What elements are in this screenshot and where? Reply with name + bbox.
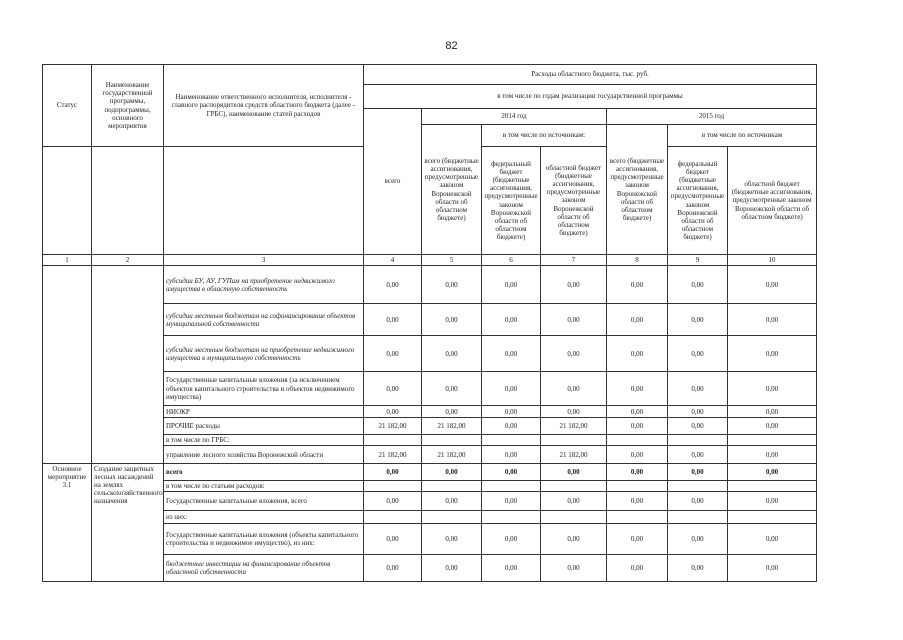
table-row bbox=[43, 464, 817, 481]
header-2014-sources: в том числе по источникам: bbox=[482, 125, 607, 147]
value-cell: 0,00 bbox=[422, 492, 482, 511]
expense-item-label: из них: bbox=[164, 511, 364, 524]
expense-item-label: субсидии местным бюджетам на приобретение недвижимого имущества в муниципальную собственность bbox=[164, 336, 364, 372]
column-number: 8 bbox=[607, 255, 668, 266]
value-cell: 0,00 bbox=[728, 446, 817, 464]
value-cell: 0,00 bbox=[364, 492, 422, 511]
value-cell bbox=[364, 511, 422, 524]
value-cell: 0,00 bbox=[422, 304, 482, 336]
header-2014-regional: областной бюджет (бюджетные ассигнования, предусмотренные законом Воронежской области об областном бюджете) bbox=[541, 147, 607, 255]
value-cell: 0,00 bbox=[668, 266, 728, 304]
status-cell bbox=[43, 446, 92, 464]
value-cell: 0,00 bbox=[422, 464, 482, 481]
value-cell: 0,00 bbox=[482, 418, 541, 435]
value-cell: 0,00 bbox=[422, 372, 482, 406]
value-cell: 0,00 bbox=[364, 406, 422, 418]
expense-item-label: субсидии БУ, АУ, ГУПам на приобретение недвижимого имущества в областную собственность bbox=[164, 266, 364, 304]
value-cell: 0,00 bbox=[364, 372, 422, 406]
value-cell: 0,00 bbox=[668, 446, 728, 464]
value-cell: 0,00 bbox=[364, 304, 422, 336]
expense-item-label: НИОКР bbox=[164, 406, 364, 418]
header-by-years: в том числе по годам реализации государственной программы bbox=[364, 85, 817, 109]
value-cell: 0,00 bbox=[541, 524, 607, 555]
value-cell bbox=[728, 435, 817, 446]
value-cell: 0,00 bbox=[422, 336, 482, 372]
expense-item-label: в том числе по ГРБС: bbox=[164, 435, 364, 446]
value-cell bbox=[607, 481, 668, 492]
header-2015-regional: областной бюджет (бюджетные ассигнования, предусмотренные законом Воронежской области об областном бюджете) bbox=[728, 147, 817, 255]
value-cell: 0,00 bbox=[668, 372, 728, 406]
value-cell bbox=[482, 481, 541, 492]
value-cell: 0,00 bbox=[728, 492, 817, 511]
value-cell: 0,00 bbox=[364, 336, 422, 372]
value-cell: 0,00 bbox=[607, 336, 668, 372]
measure-name: Создание защитных лесных насаждений на землях сельскохозяйственного назначения bbox=[92, 464, 164, 582]
expense-item-label: Государственные капитальные вложения (объекты капитального строительства и недвижимое имущество), из них: bbox=[164, 524, 364, 555]
value-cell: 0,00 bbox=[482, 555, 541, 582]
table-row bbox=[43, 336, 817, 372]
value-cell bbox=[668, 435, 728, 446]
value-cell bbox=[422, 481, 482, 492]
header-2015-sources: в том числе по источникам bbox=[668, 125, 817, 147]
column-number: 1 bbox=[43, 255, 92, 266]
value-cell: 0,00 bbox=[728, 304, 817, 336]
value-cell: 0,00 bbox=[607, 555, 668, 582]
budget-table bbox=[42, 64, 817, 582]
value-cell: 21 182,00 bbox=[364, 418, 422, 435]
value-cell bbox=[482, 435, 541, 446]
expense-item-label: в том числе по статьям расходов: bbox=[164, 481, 364, 492]
value-cell: 0,00 bbox=[482, 492, 541, 511]
value-cell: 0,00 bbox=[728, 464, 817, 481]
status-cell bbox=[43, 435, 92, 446]
column-number: 6 bbox=[482, 255, 541, 266]
header-total: всего bbox=[364, 109, 422, 255]
column-number: 2 bbox=[92, 255, 164, 266]
value-cell: 0,00 bbox=[364, 524, 422, 555]
value-cell: 0,00 bbox=[422, 555, 482, 582]
value-cell bbox=[364, 435, 422, 446]
value-cell: 0,00 bbox=[607, 304, 668, 336]
table-row bbox=[43, 435, 817, 446]
table-row bbox=[43, 406, 817, 418]
table-row bbox=[43, 372, 817, 406]
value-cell bbox=[422, 511, 482, 524]
header-2014-federal: федеральный бюджет (бюджетные ассигнования, предусмотренные законом Воронежской области об областном бюджете) bbox=[482, 147, 541, 255]
expense-item-label: субсидии местным бюджетам на софинансирование объектов муниципальной собственности bbox=[164, 304, 364, 336]
expense-item-label: всего bbox=[164, 464, 364, 481]
value-cell: 21 182,00 bbox=[541, 418, 607, 435]
header-expenses: Расходы областного бюджета, тыс. руб. bbox=[364, 65, 817, 85]
value-cell: 0,00 bbox=[728, 418, 817, 435]
header-status: Статус bbox=[43, 65, 92, 147]
status-cell bbox=[43, 336, 92, 372]
value-cell: 0,00 bbox=[728, 524, 817, 555]
table-row bbox=[43, 266, 817, 304]
name-cell bbox=[92, 435, 164, 446]
value-cell bbox=[668, 511, 728, 524]
value-cell: 0,00 bbox=[541, 492, 607, 511]
name-cell bbox=[92, 372, 164, 406]
value-cell: 0,00 bbox=[668, 555, 728, 582]
value-cell: 0,00 bbox=[607, 446, 668, 464]
header-year-2015: 2015 год bbox=[607, 109, 817, 125]
header-responsible: Наименование ответственного исполнителя, исполнителя - главного распорядителя средств областного бюджета (далее - ГРБС), наименование статей расходов bbox=[164, 65, 364, 147]
value-cell bbox=[482, 511, 541, 524]
value-cell: 0,00 bbox=[364, 555, 422, 582]
value-cell: 0,00 bbox=[668, 492, 728, 511]
expense-item-label: управление лесного хозяйства Воронежской области bbox=[164, 446, 364, 464]
value-cell: 0,00 bbox=[482, 304, 541, 336]
value-cell: 0,00 bbox=[668, 406, 728, 418]
value-cell: 0,00 bbox=[541, 336, 607, 372]
value-cell: 0,00 bbox=[607, 524, 668, 555]
expense-item-label: ПРОЧИЕ расходы bbox=[164, 418, 364, 435]
header-name: Наименование государственной программы, подпрограммы, основного мероприятия bbox=[92, 65, 164, 147]
value-cell: 0,00 bbox=[668, 418, 728, 435]
header-2014-all: всего (бюджетные ассигнования, предусмотренные законом Воронежской области об областном бюджете) bbox=[422, 125, 482, 255]
value-cell: 21 182,00 bbox=[422, 446, 482, 464]
value-cell bbox=[728, 511, 817, 524]
value-cell: 0,00 bbox=[541, 304, 607, 336]
status-cell bbox=[43, 418, 92, 435]
value-cell: 0,00 bbox=[728, 555, 817, 582]
value-cell: 0,00 bbox=[607, 266, 668, 304]
status-cell bbox=[43, 266, 92, 304]
value-cell: 0,00 bbox=[482, 446, 541, 464]
value-cell: 0,00 bbox=[541, 464, 607, 481]
value-cell: 21 182,00 bbox=[364, 446, 422, 464]
value-cell: 0,00 bbox=[541, 372, 607, 406]
column-number: 9 bbox=[668, 255, 728, 266]
value-cell: 21 182,00 bbox=[422, 418, 482, 435]
header-2015-federal: федеральный бюджет (бюджетные ассигнования, предусмотренные законом Воронежской области об областном бюджете) bbox=[668, 147, 728, 255]
expense-item-label: Государственные капитальные вложения (за исключением объектов капитального строительства и объектов недвижимого имущества) bbox=[164, 372, 364, 406]
value-cell: 0,00 bbox=[422, 266, 482, 304]
value-cell: 0,00 bbox=[728, 406, 817, 418]
status-cell bbox=[43, 372, 92, 406]
value-cell: 0,00 bbox=[482, 266, 541, 304]
column-number: 10 bbox=[728, 255, 817, 266]
column-number: 4 bbox=[364, 255, 422, 266]
value-cell bbox=[728, 481, 817, 492]
table-row bbox=[43, 418, 817, 435]
expense-item-label: бюджетные инвестиции на финансирование объектов областной собственности bbox=[164, 555, 364, 582]
value-cell: 0,00 bbox=[482, 464, 541, 481]
value-cell bbox=[422, 435, 482, 446]
name-cell bbox=[92, 406, 164, 418]
header-status-cont bbox=[43, 147, 92, 255]
value-cell: 0,00 bbox=[728, 372, 817, 406]
value-cell: 0,00 bbox=[482, 372, 541, 406]
value-cell: 0,00 bbox=[482, 524, 541, 555]
value-cell: 0,00 bbox=[364, 464, 422, 481]
column-number: 7 bbox=[541, 255, 607, 266]
value-cell: 0,00 bbox=[482, 406, 541, 418]
expense-item-label: Государственные капитальные вложения, всего bbox=[164, 492, 364, 511]
value-cell: 21 182,00 bbox=[541, 446, 607, 464]
value-cell: 0,00 bbox=[541, 406, 607, 418]
column-number: 5 bbox=[422, 255, 482, 266]
column-number: 3 bbox=[164, 255, 364, 266]
value-cell: 0,00 bbox=[607, 418, 668, 435]
measure-status: Основное мероприятие 3.1 bbox=[43, 464, 92, 582]
value-cell: 0,00 bbox=[728, 266, 817, 304]
value-cell: 0,00 bbox=[607, 372, 668, 406]
value-cell: 0,00 bbox=[607, 406, 668, 418]
value-cell bbox=[541, 511, 607, 524]
value-cell: 0,00 bbox=[607, 464, 668, 481]
value-cell: 0,00 bbox=[541, 555, 607, 582]
value-cell: 0,00 bbox=[364, 266, 422, 304]
status-cell bbox=[43, 406, 92, 418]
value-cell: 0,00 bbox=[482, 336, 541, 372]
status-cell bbox=[43, 304, 92, 336]
header-2015-all: всего (бюджетные ассигнования, предусмотренные законом Воронежской области об областном бюджете) bbox=[607, 125, 668, 255]
name-cell bbox=[92, 336, 164, 372]
name-cell bbox=[92, 304, 164, 336]
table-row bbox=[43, 304, 817, 336]
value-cell: 0,00 bbox=[422, 406, 482, 418]
value-cell bbox=[607, 511, 668, 524]
value-cell: 0,00 bbox=[422, 524, 482, 555]
value-cell: 0,00 bbox=[668, 524, 728, 555]
header-responsible-cont bbox=[164, 147, 364, 255]
name-cell bbox=[92, 266, 164, 304]
value-cell: 0,00 bbox=[668, 336, 728, 372]
name-cell bbox=[92, 418, 164, 435]
value-cell bbox=[541, 481, 607, 492]
value-cell bbox=[364, 481, 422, 492]
table-row bbox=[43, 446, 817, 464]
header-year-2014: 2014 год bbox=[422, 109, 607, 125]
value-cell: 0,00 bbox=[668, 304, 728, 336]
value-cell bbox=[607, 435, 668, 446]
name-cell bbox=[92, 446, 164, 464]
value-cell: 0,00 bbox=[728, 336, 817, 372]
value-cell: 0,00 bbox=[541, 266, 607, 304]
value-cell: 0,00 bbox=[607, 492, 668, 511]
value-cell: 0,00 bbox=[668, 464, 728, 481]
header-name-cont bbox=[92, 147, 164, 255]
value-cell bbox=[541, 435, 607, 446]
value-cell bbox=[668, 481, 728, 492]
page-number: 82 bbox=[445, 40, 458, 52]
